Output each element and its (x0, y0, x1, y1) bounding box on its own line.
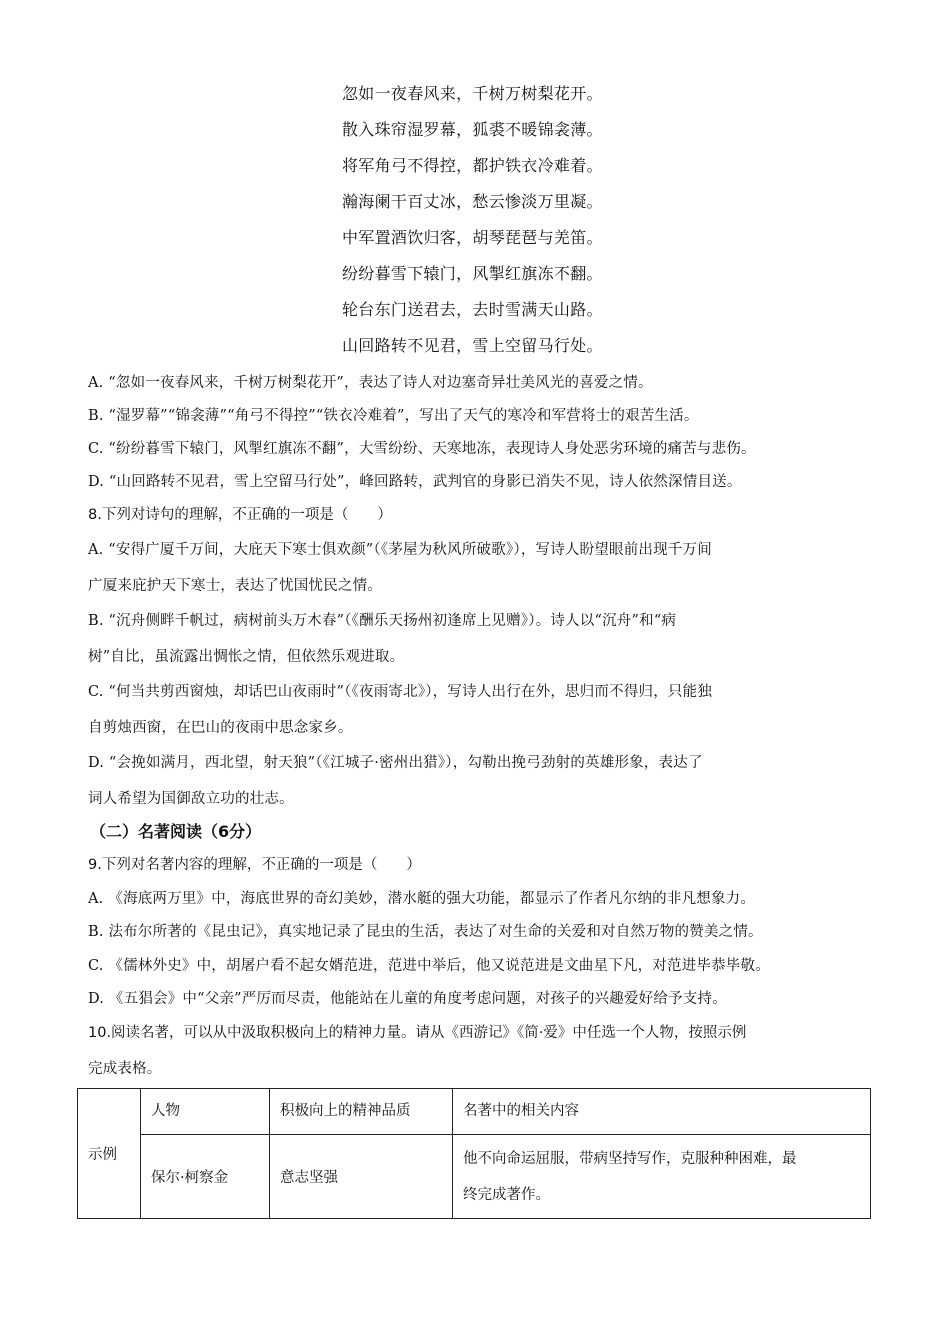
cell-quality: 意志坚强 (270, 1135, 453, 1219)
q7-option-c: C. “纷纷暮雪下辕门，风掣红旗冻不翻”，大雪纷纷、天寒地冻，表现诗人身处恶劣环境的痛苦与悲伤。 (88, 441, 756, 457)
q9-option-a: A. 《海底两万里》中，海底世界的奇幻美妙，潜水艇的强大功能，都显示了作者凡尔纳的非凡想象力。 (88, 891, 756, 907)
q8-option-a: A. “安得广厦千万间，大庇天下寒士俱欢颜”（《茅屋为秋风所破歌》），写诗人盼望眼前出现千万间 (88, 542, 712, 558)
section-heading: （二）名著阅读（6分） (90, 822, 262, 841)
q9-stem: 9.下列对名著内容的理解，不正确的一项是（ ） (88, 857, 421, 873)
q8-option-c: C. “何当共剪西窗烛，却话巴山夜雨时”（《夜雨寄北》），写诗人出行在外，思归而不得归，只能独 (88, 684, 713, 700)
header-content: 名著中的相关内容 (453, 1089, 871, 1135)
q8-option-d: D. “会挽如满月，西北望，射天狼”（《江城子·密州出猎》），勾勒出挽弓劲射的英雄形象，表达了 (88, 755, 703, 771)
cell-person: 保尔·柯察金 (141, 1135, 270, 1219)
cell-content-line: 他不向命运屈服，带病坚持写作，克服种种困难，最 (463, 1150, 797, 1167)
q9-option-c: C. 《儒林外史》中，胡屠户看不起女婿范进，范进中举后，他又说范进是文曲星下凡，对范进毕恭毕敬。 (88, 958, 770, 974)
q8-option-a-cont: 广厦来庇护天下寒士，表达了忧国忧民之情。 (88, 578, 382, 594)
q7-option-b: B. “湿罗幕”“锦衾薄”“角弓不得控”“铁衣冷难着”，写出了天气的寒冷和军营将士的艰苦生活。 (88, 408, 699, 424)
q8-option-d-cont: 词人希望为国御敌立功的壮志。 (88, 791, 294, 807)
q7-option-d: D. “山回路转不见君，雪上空留马行处”，峰回路转，武判官的身影已消失不见，诗人依然深情目送。 (88, 474, 742, 490)
q9-option-d: D. 《五猖会》中“父亲”严厉而尽责，他能站在儿童的角度考虑问题，对孩子的兴趣爱好给予支持。 (88, 991, 727, 1007)
q10-stem: 10.阅读名著，可以从中汲取积极向上的精神力量。请从《西游记》《简·爱》中任选一个人物，按照示例 (88, 1025, 747, 1041)
header-quality: 积极向上的精神品质 (270, 1089, 453, 1135)
poem-line: 瀚海阑干百丈冰，愁云惨淡万里凝。 (342, 192, 603, 211)
cell-content-line: 终完成著作。 (463, 1186, 550, 1203)
cell-content (453, 1135, 871, 1219)
q8-option-b-cont: 树”自比，虽流露出惆怅之情，但依然乐观进取。 (88, 649, 405, 665)
q10-stem-cont: 完成表格。 (88, 1061, 162, 1077)
poem-line: 纷纷暮雪下辕门，风掣红旗冻不翻。 (342, 264, 603, 283)
poem-line: 散入珠帘湿罗幕，狐裘不暖锦衾薄。 (342, 120, 603, 139)
q9-option-b: B. 法布尔所著的《昆虫记》，真实地记录了昆虫的生活，表达了对生命的关爱和对自然万物的赞美之情。 (88, 924, 763, 940)
q8-stem: 8.下列对诗句的理解，不正确的一项是（ ） (88, 507, 392, 523)
q8-option-c-cont: 自剪烛西窗，在巴山的夜雨中思念家乡。 (88, 720, 353, 736)
poem-line: 轮台东门送君去，去时雪满天山路。 (342, 300, 603, 319)
q8-option-b: B. “沉舟侧畔千帆过，病树前头万木春”（《酬乐天扬州初逢席上见赠》）。诗人以“沉舟”和“病 (88, 613, 677, 629)
poem-line: 忽如一夜春风来，千树万树梨花开。 (342, 84, 603, 103)
example-label-cell (78, 1089, 141, 1219)
example-table (77, 1088, 871, 1219)
poem-line: 将军角弓不得控，都护铁衣冷难着。 (342, 156, 603, 175)
q7-option-a: A. “忽如一夜春风来，千树万树梨花开”，表达了诗人对边塞奇异壮美风光的喜爱之情。 (88, 375, 653, 391)
poem-line: 中军置酒饮归客，胡琴琵琶与羌笛。 (342, 228, 603, 247)
example-label: 示例 (88, 1147, 117, 1163)
header-person: 人物 (141, 1089, 270, 1135)
poem-line: 山回路转不见君，雪上空留马行处。 (342, 336, 603, 355)
